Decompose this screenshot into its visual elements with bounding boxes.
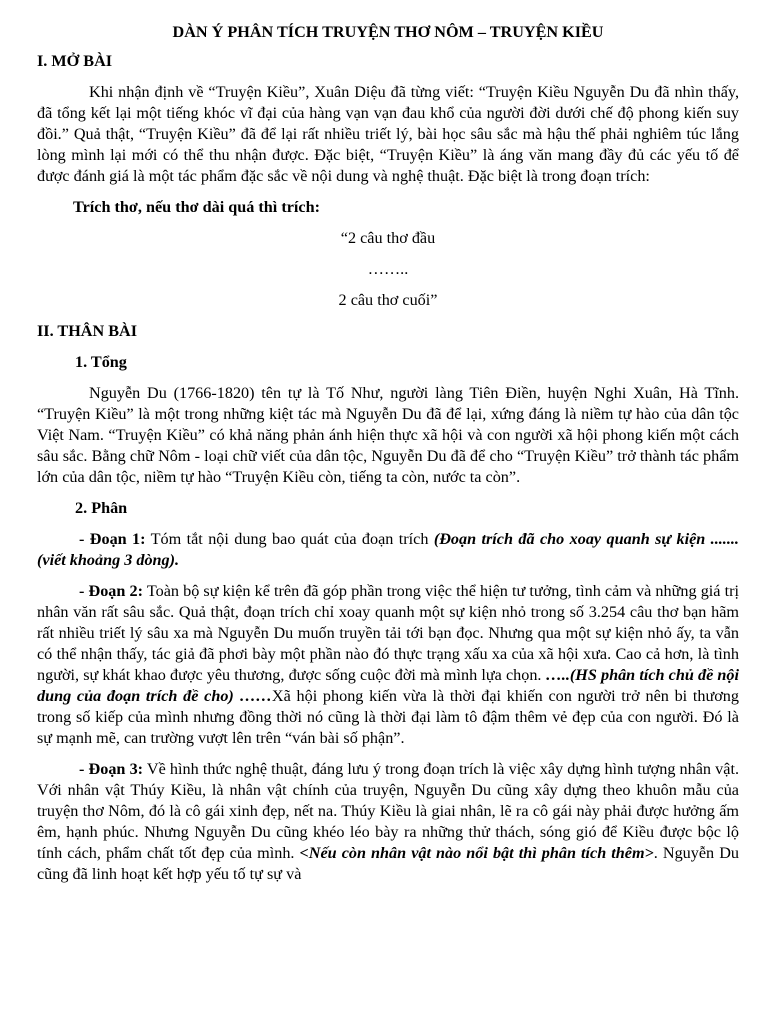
doan-2-text-1: Toàn bộ sự kiện kể trên đã góp phần trong việc thể hiện tư tưởng, tình cảm và những giá trị nhân văn rất sâu sắc. Quả thật, đoạn trích chỉ xoay quanh một sự kiện nhỏ trong số 3.254 câu thơ bạn hãm rất nhiều triết lý sâu xa mà Nguyễn Du muốn truyền tải tới bạn đọc. Nhưng qua một sự kiện nhỏ ấy, ta vẫn có thể nhận thấy, tác giả đã phơi bày một phần nào đó thực trạng xấu xa của xã hội xưa. Cao cả hơn, là tình người, sự khát khao được yêu thương, được sống cuộc đời mà mình lựa chọn.	[37, 582, 739, 684]
doan-2-text-2: Xã hội phong kiến vừa là thời đại khiến con người trở nên bi thương trong số kiếp của mình nhưng đồng thời nó cũng là thời đại làm tô đậm thêm vẻ đẹp của con người. Đó là sự mạnh mẽ, can trường vượt lên trên “ván bài số phận”.	[37, 687, 739, 747]
verse-first-lines: “2 câu thơ đầu	[340, 229, 436, 247]
doan-2-paragraph	[37, 581, 739, 749]
doan-1-note: (Đoạn trích đã cho xoay quanh sự kiện ....... (viết khoảng 3 dòng).	[37, 530, 739, 569]
intro-paragraph: Khi nhận định về “Truyện Kiều”, Xuân Diệu đã từng viết: “Truyện Kiều Nguyễn Du đã nhìn thấy, đã tổng kết lại một tiếng khóc vĩ đại của hàng vạn vạn đau khổ của người đời dưới chế độ phong kiến suy đồi.” Quả thật, “Truyện Kiều” đã để lại rất nhiều triết lý, bài học sâu sắc mà hậu thế phải nghiêm túc lắng lòng mình lại mới có thể thu nhận được. Đặc biệt, “Truyện Kiều” là áng văn mang đầy đủ các yếu tố để được đánh giá là một tác phẩm đặc sắc về nội dung và nghệ thuật. Đặc biệt là trong đoạn trích:	[37, 83, 739, 185]
doan-3-label: - Đoạn 3:	[79, 760, 144, 778]
tong-paragraph: Nguyễn Du (1766-1820) tên tự là Tố Như, người làng Tiên Điền, huyện Nghi Xuân, Hà Tĩnh. “Truyện Kiều” là một trong những kiệt tác mà Nguyễn Du đã để lại, xứng đáng là niềm tự hào của dân tộc Việt Nam. “Truyện Kiều” có khả năng phản ánh hiện thực xã hội và con người xã hội phong kiến một cách sâu sắc. Bằng chữ Nôm - loại chữ viết của dân tộc, Nguyễn Du đã để cho “Truyện Kiều” trở thành tác phẩm lớn của dân tộc, niềm tự hào “Truyện Kiều còn, tiếng ta còn, nước ta còn”.	[37, 384, 739, 486]
doan-2-label: - Đoạn 2:	[79, 582, 144, 600]
verse-ellipsis: ……..	[367, 260, 409, 278]
doan-2-note: …..(HS phân tích chủ đề nội dung của đoạn trích đề cho) ……	[37, 666, 739, 705]
doan-3-paragraph	[37, 759, 739, 885]
doan-1-label: - Đoạn 1:	[79, 530, 146, 548]
section-heading-mo-bai: I. MỞ BÀI	[37, 52, 113, 70]
subsection-heading-phan: 2. Phân	[75, 499, 128, 517]
doan-1-paragraph	[37, 529, 739, 571]
document-title: DÀN Ý PHÂN TÍCH TRUYỆN THƠ NÔM – TRUYỆN KIỀU	[172, 23, 604, 41]
quote-instruction: Trích thơ, nếu thơ dài quá thì trích:	[73, 198, 320, 216]
subsection-heading-tong: 1. Tổng	[75, 353, 127, 371]
doan-3-text-1: Về hình thức nghệ thuật, đáng lưu ý trong đoạn trích là việc xây dựng hình tượng nhân vật. Với nhân vật Thúy Kiều, là nhân vật chính của truyện, Nguyễn Du cũng xây dựng theo khuôn mẫu của truyện thơ Nôm, đó là cô gái xinh đẹp, nết na. Thúy Kiều là giai nhân, lẽ ra cô gái này phải được hưởng ấm êm, hạnh phúc. Nhưng Nguyễn Du cũng khéo léo bày ra những thử thách, sóng gió để Kiều được bộc lộ tính cách, phẩm chất tốt đẹp của mình.	[37, 760, 739, 862]
section-heading-than-bai: II. THÂN BÀI	[37, 322, 138, 340]
doan-3-note: <Nếu còn nhân vật nào nổi bật thì phân tích thêm>	[299, 844, 654, 862]
doan-3-text-2: . Nguyễn Du cũng đã linh hoạt kết hợp yếu tố tự sự và	[37, 844, 739, 883]
doan-1-text: Tóm tắt nội dung bao quát của đoạn trích	[145, 530, 434, 548]
verse-last-lines: 2 câu thơ cuối”	[338, 291, 438, 309]
